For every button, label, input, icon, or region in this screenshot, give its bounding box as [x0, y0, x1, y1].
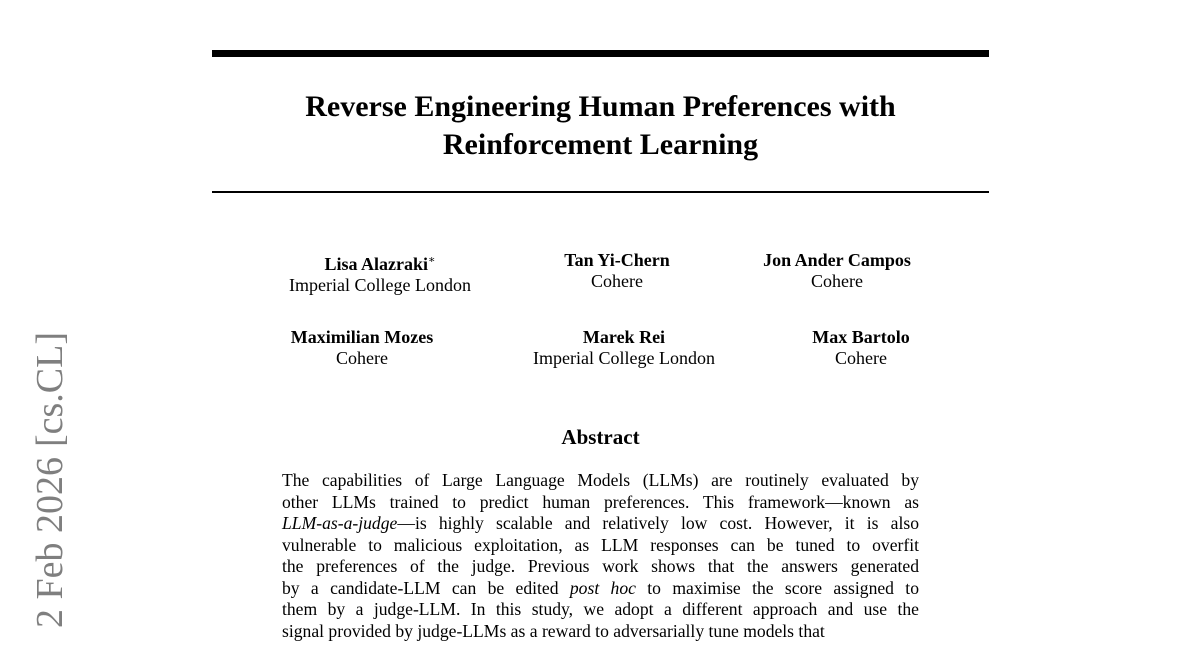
abstract-text: —is highly scalable and relatively low cost. However, it is also — [397, 513, 919, 533]
author-block — [533, 327, 715, 369]
abstract-text: them by a judge-LLM. In this study, we adopt a different approach and use the — [282, 599, 919, 619]
author-name: Max Bartolo — [812, 327, 910, 347]
abstract-line — [282, 578, 919, 600]
abstract-line — [282, 556, 919, 578]
author-block — [812, 327, 909, 369]
abstract-text: other LLMs trained to predict human preferences. This framework—known as — [282, 491, 919, 512]
abstract-text: The capabilities of Large Language Models (LLMs) are routinely evaluated by — [282, 470, 919, 490]
title-bottom-rule — [212, 191, 989, 193]
author-footnote-mark: ∗ — [428, 254, 436, 266]
author-name: Tan Yi-Chern — [564, 250, 670, 270]
abstract-italic-text: LLM-as-a-judge — [282, 513, 398, 533]
author-block — [289, 250, 471, 296]
abstract-line — [282, 621, 919, 643]
author-name: Lisa Alazraki∗ — [324, 254, 436, 274]
abstract-line — [282, 492, 919, 514]
abstract-text: by a candidate-LLM can be edited — [282, 577, 570, 598]
arxiv-date: 2 Feb 2026 — [29, 457, 71, 628]
author-affiliation: Cohere — [835, 348, 887, 368]
author-name: Jon Ander Campos — [763, 250, 911, 270]
paper-title — [212, 88, 989, 164]
author-block — [763, 250, 911, 292]
title-line: Reverse Engineering Human Preferences with — [305, 90, 896, 123]
abstract-italic-text: post hoc — [569, 577, 636, 598]
abstract-text: signal provided by judge-LLMs as a reward to adversarially tune models that — [282, 620, 825, 641]
abstract-text: to maximise the score assigned to — [635, 577, 919, 598]
abstract-body — [282, 470, 919, 642]
title-line: Reinforcement Learning — [442, 128, 759, 161]
author-affiliation: Cohere — [811, 271, 863, 291]
author-affiliation: Imperial College London — [289, 275, 471, 295]
abstract-heading: Abstract — [561, 425, 640, 449]
abstract-line — [282, 513, 919, 535]
arxiv-side-stamp — [29, 331, 71, 648]
abstract-text: vulnerable to malicious exploitation, as LLM responses can be tuned to overfit — [282, 534, 919, 555]
abstract-line — [282, 535, 919, 557]
top-rule — [212, 50, 989, 57]
abstract-text: the preferences of the judge. Previous work shows that the answers generated — [282, 556, 919, 576]
author-affiliation: Imperial College London — [533, 348, 715, 368]
author-block — [564, 250, 670, 292]
author-affiliation: Cohere — [336, 348, 388, 368]
author-name: Marek Rei — [582, 327, 666, 347]
abstract-line — [282, 599, 919, 621]
author-name: Maximilian Mozes — [290, 327, 434, 347]
abstract-line — [282, 470, 919, 492]
author-affiliation: Cohere — [591, 271, 643, 291]
arxiv-category: [cs.CL] — [29, 331, 71, 447]
author-block — [291, 327, 433, 369]
